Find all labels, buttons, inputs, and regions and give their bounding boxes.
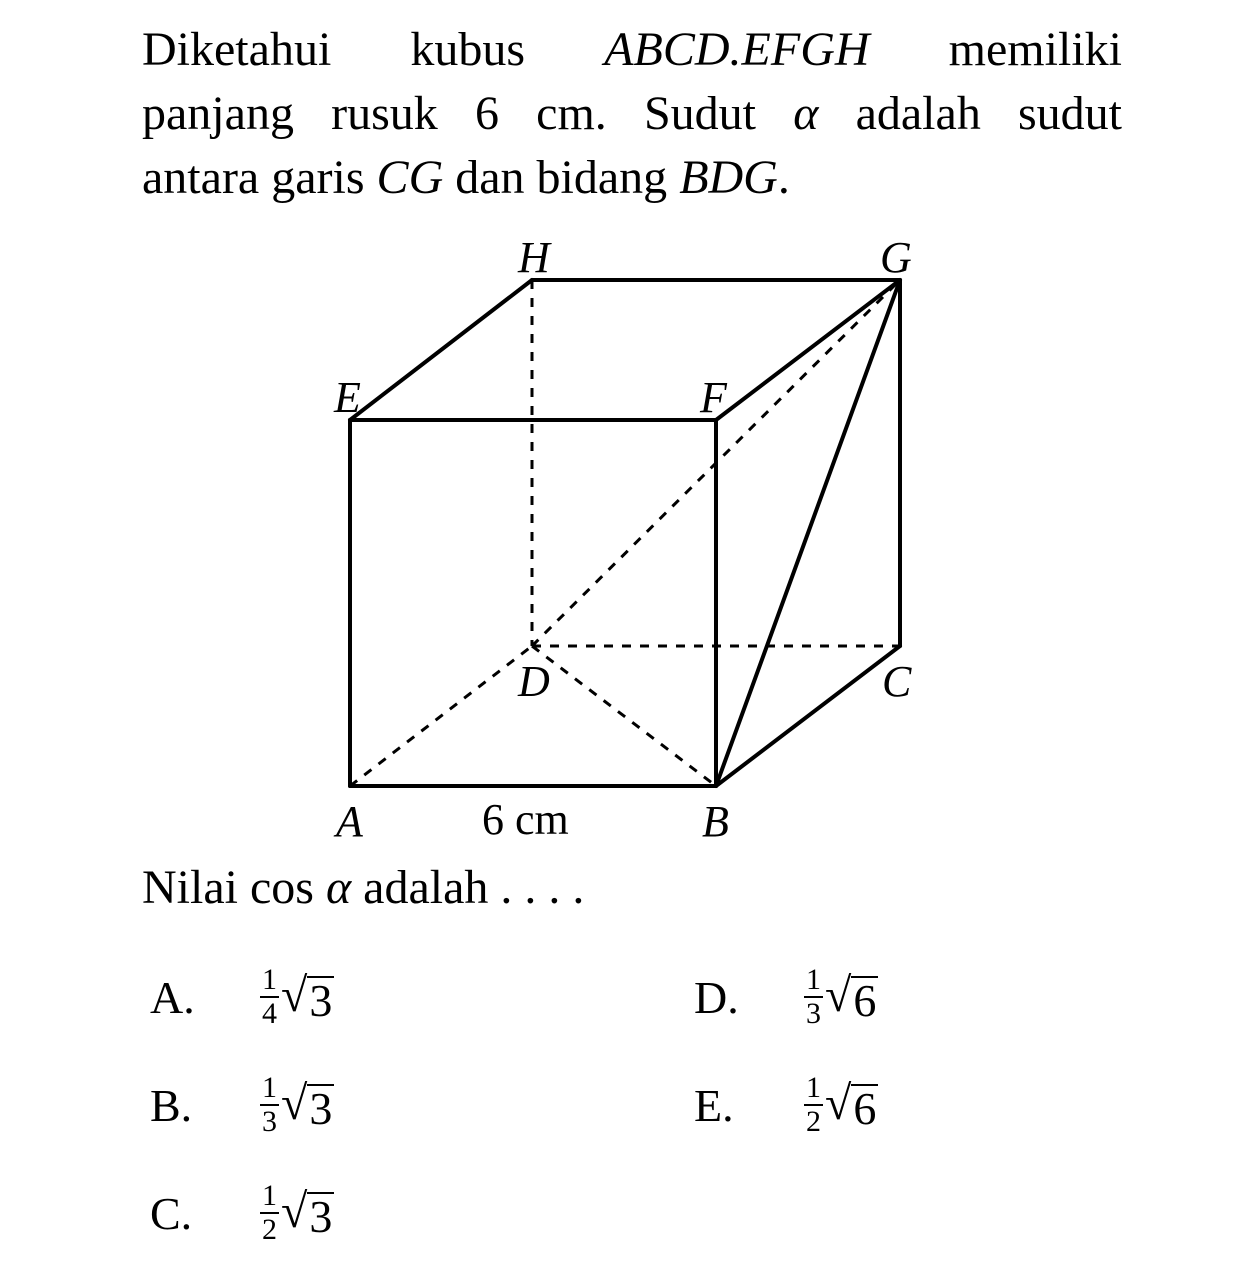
diagonal-bg bbox=[716, 280, 900, 786]
fraction bbox=[260, 1180, 279, 1246]
diagonal-db bbox=[532, 646, 716, 786]
vertex-label-f: F bbox=[700, 373, 727, 422]
numerator: 1 bbox=[262, 1071, 277, 1104]
fraction bbox=[804, 1072, 823, 1138]
option-letter: B. bbox=[150, 1079, 193, 1131]
option-value bbox=[260, 964, 334, 1030]
option-letter: A. bbox=[150, 971, 195, 1023]
vertex-label-d: D bbox=[518, 657, 550, 706]
edge-bc bbox=[716, 646, 900, 786]
option-letter: E. bbox=[694, 1079, 734, 1131]
text-run: . bbox=[777, 151, 790, 204]
radical bbox=[281, 1184, 334, 1242]
option-value bbox=[260, 1072, 334, 1138]
text-run: adalah . . . . bbox=[351, 861, 585, 914]
denominator: 4 bbox=[262, 997, 277, 1030]
option-letter: D. bbox=[694, 971, 739, 1023]
radicand: 3 bbox=[309, 1082, 333, 1134]
radical bbox=[281, 968, 334, 1026]
option-c[interactable] bbox=[150, 1178, 334, 1248]
radical bbox=[825, 1076, 878, 1134]
ask-text bbox=[142, 856, 584, 920]
radicand: 3 bbox=[309, 974, 333, 1026]
cube-name: ABCD.EFGH bbox=[604, 23, 870, 76]
edge-eh bbox=[350, 280, 532, 420]
text-run: dan bidang bbox=[443, 151, 680, 204]
radicand: 6 bbox=[853, 974, 877, 1026]
vertex-label-e: E bbox=[334, 373, 361, 422]
option-letter: C. bbox=[150, 1187, 193, 1239]
solid-edges bbox=[350, 280, 900, 786]
vertex-label-g: G bbox=[880, 233, 912, 282]
vertex-label-c: C bbox=[882, 657, 912, 706]
text-run: adalah sudut bbox=[818, 87, 1123, 140]
radical-sign: √ bbox=[281, 1076, 308, 1130]
option-value bbox=[260, 1180, 334, 1246]
option-e[interactable] bbox=[694, 1070, 878, 1140]
radical-sign: √ bbox=[825, 968, 852, 1022]
option-value bbox=[804, 964, 878, 1030]
vertex-label-h: H bbox=[518, 233, 550, 282]
vertex-label-a: A bbox=[336, 797, 363, 846]
text-run: Diketahui kubus bbox=[142, 23, 605, 76]
fraction bbox=[260, 1072, 279, 1138]
radicand: 3 bbox=[309, 1190, 333, 1242]
plane-bdg: BDG bbox=[679, 151, 778, 204]
edge-ad bbox=[350, 646, 532, 786]
text-run: antara garis bbox=[142, 151, 377, 204]
fraction bbox=[260, 964, 279, 1030]
alpha-symbol: α bbox=[325, 861, 352, 914]
numerator: 1 bbox=[262, 1179, 277, 1212]
option-d[interactable] bbox=[694, 962, 878, 1032]
line-cg: CG bbox=[376, 151, 444, 204]
radical-sign: √ bbox=[825, 1076, 852, 1130]
radical-sign: √ bbox=[281, 968, 308, 1022]
radical-sign: √ bbox=[281, 1184, 308, 1238]
radical bbox=[281, 1076, 334, 1134]
fraction bbox=[804, 964, 823, 1030]
option-a[interactable] bbox=[150, 962, 334, 1032]
denominator: 2 bbox=[262, 1213, 277, 1246]
radicand: 6 bbox=[853, 1082, 877, 1134]
text-run: memiliki bbox=[869, 23, 1122, 76]
vertex-label-b: B bbox=[702, 797, 729, 846]
option-value bbox=[804, 1072, 878, 1138]
radical bbox=[825, 968, 878, 1026]
option-b[interactable] bbox=[150, 1070, 334, 1140]
numerator: 1 bbox=[806, 963, 821, 996]
edge-fg bbox=[716, 280, 900, 420]
numerator: 1 bbox=[806, 1071, 821, 1104]
edge-length-label: 6 cm bbox=[482, 795, 569, 844]
text-run: panjang rusuk 6 cm. Sudut bbox=[142, 87, 794, 140]
denominator: 2 bbox=[806, 1105, 821, 1138]
denominator: 3 bbox=[806, 997, 821, 1030]
alpha-symbol: α bbox=[793, 87, 819, 140]
denominator: 3 bbox=[262, 1105, 277, 1138]
numerator: 1 bbox=[262, 963, 277, 996]
text-run: Nilai cos bbox=[142, 861, 326, 914]
